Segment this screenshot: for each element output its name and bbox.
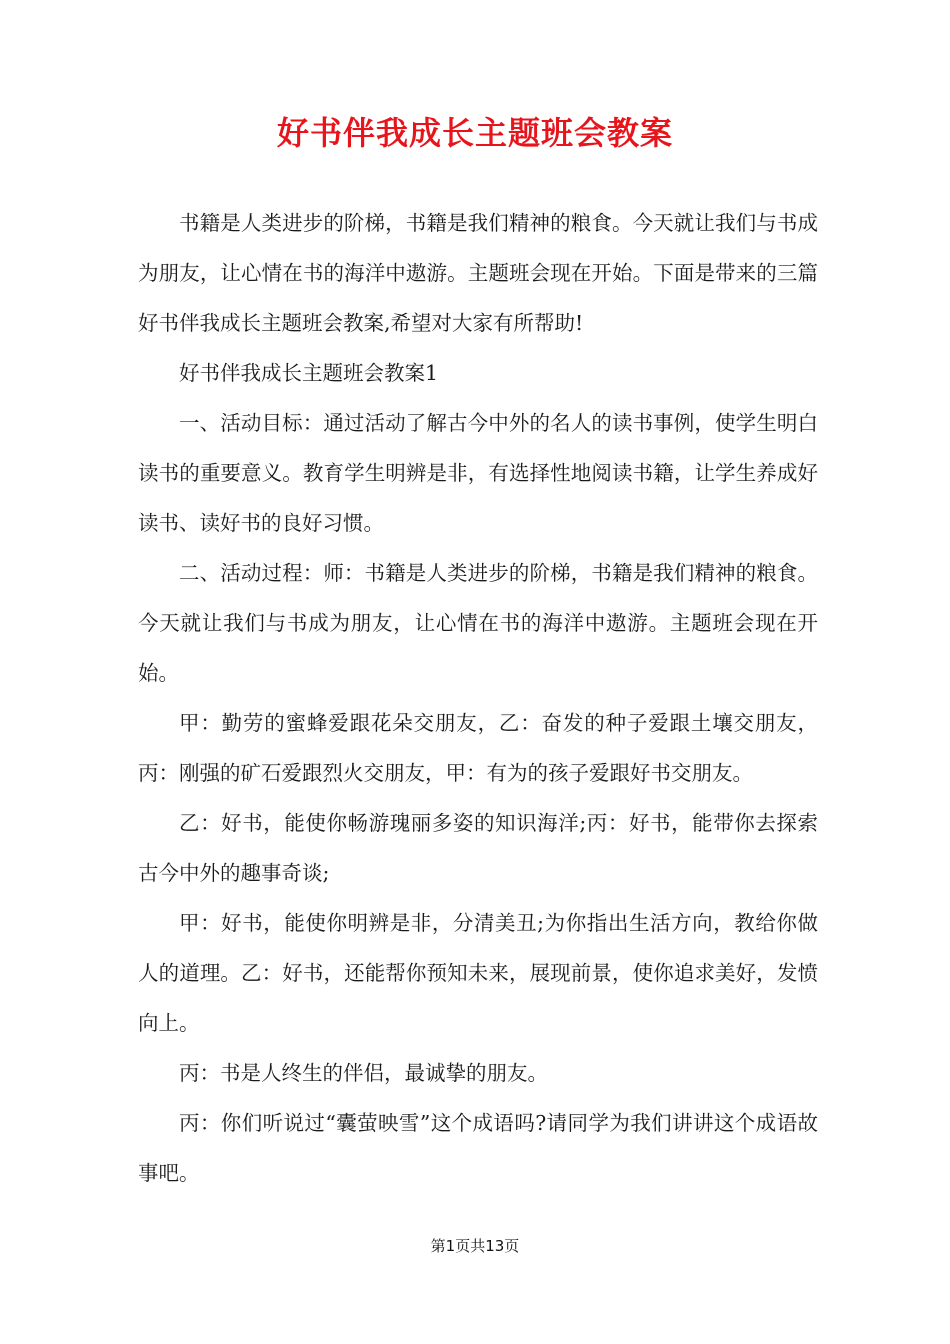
section-heading: 好书伴我成长主题班会教案1 [179, 361, 439, 385]
document-title: 好书伴我成长主题班会教案 [276, 114, 673, 152]
document-body [138, 198, 818, 1198]
paragraph-dialogue: 甲：勤劳的蜜蜂爱跟花朵交朋友，乙：奋发的种子爱跟土壤交朋友，丙：刚强的矿石爱跟烈火交朋友，甲：有为的孩子爱跟好书交朋友。 [138, 711, 818, 785]
paragraph-activity-process: 二、活动过程：师：书籍是人类进步的阶梯，书籍是我们精神的粮食。今天就让我们与书成为朋友，让心情在书的海洋中遨游。主题班会现在开始。 [138, 561, 818, 685]
paragraph-activity-goal: 一、活动目标：通过活动了解古今中外的名人的读书事例，使学生明白读书的重要意义。教育学生明辨是非，有选择性地阅读书籍，让学生养成好读书、读好书的良好习惯。 [138, 411, 818, 535]
paragraph-dialogue: 丙：书是人终生的伴侣，最诚挚的朋友。 [179, 1061, 548, 1085]
page-number: 第1页共13页 [430, 1237, 520, 1255]
paragraph-dialogue: 乙：好书，能使你畅游瑰丽多姿的知识海洋;丙：好书，能带你去探索古今中外的趣事奇谈; [138, 811, 818, 885]
paragraph-intro: 书籍是人类进步的阶梯，书籍是我们精神的粮食。今天就让我们与书成为朋友，让心情在书的海洋中遨游。主题班会现在开始。下面是带来的三篇好书伴我成长主题班会教案,希望对大家有所帮助! [138, 211, 818, 335]
paragraph-dialogue: 甲：好书，能使你明辨是非，分清美丑;为你指出生活方向，教给你做人的道理。乙：好书，还能帮你预知未来，展现前景，使你追求美好，发愤向上。 [138, 911, 818, 1035]
paragraph-dialogue: 丙：你们听说过“囊萤映雪”这个成语吗?请同学为我们讲讲这个成语故事吧。 [138, 1111, 818, 1185]
